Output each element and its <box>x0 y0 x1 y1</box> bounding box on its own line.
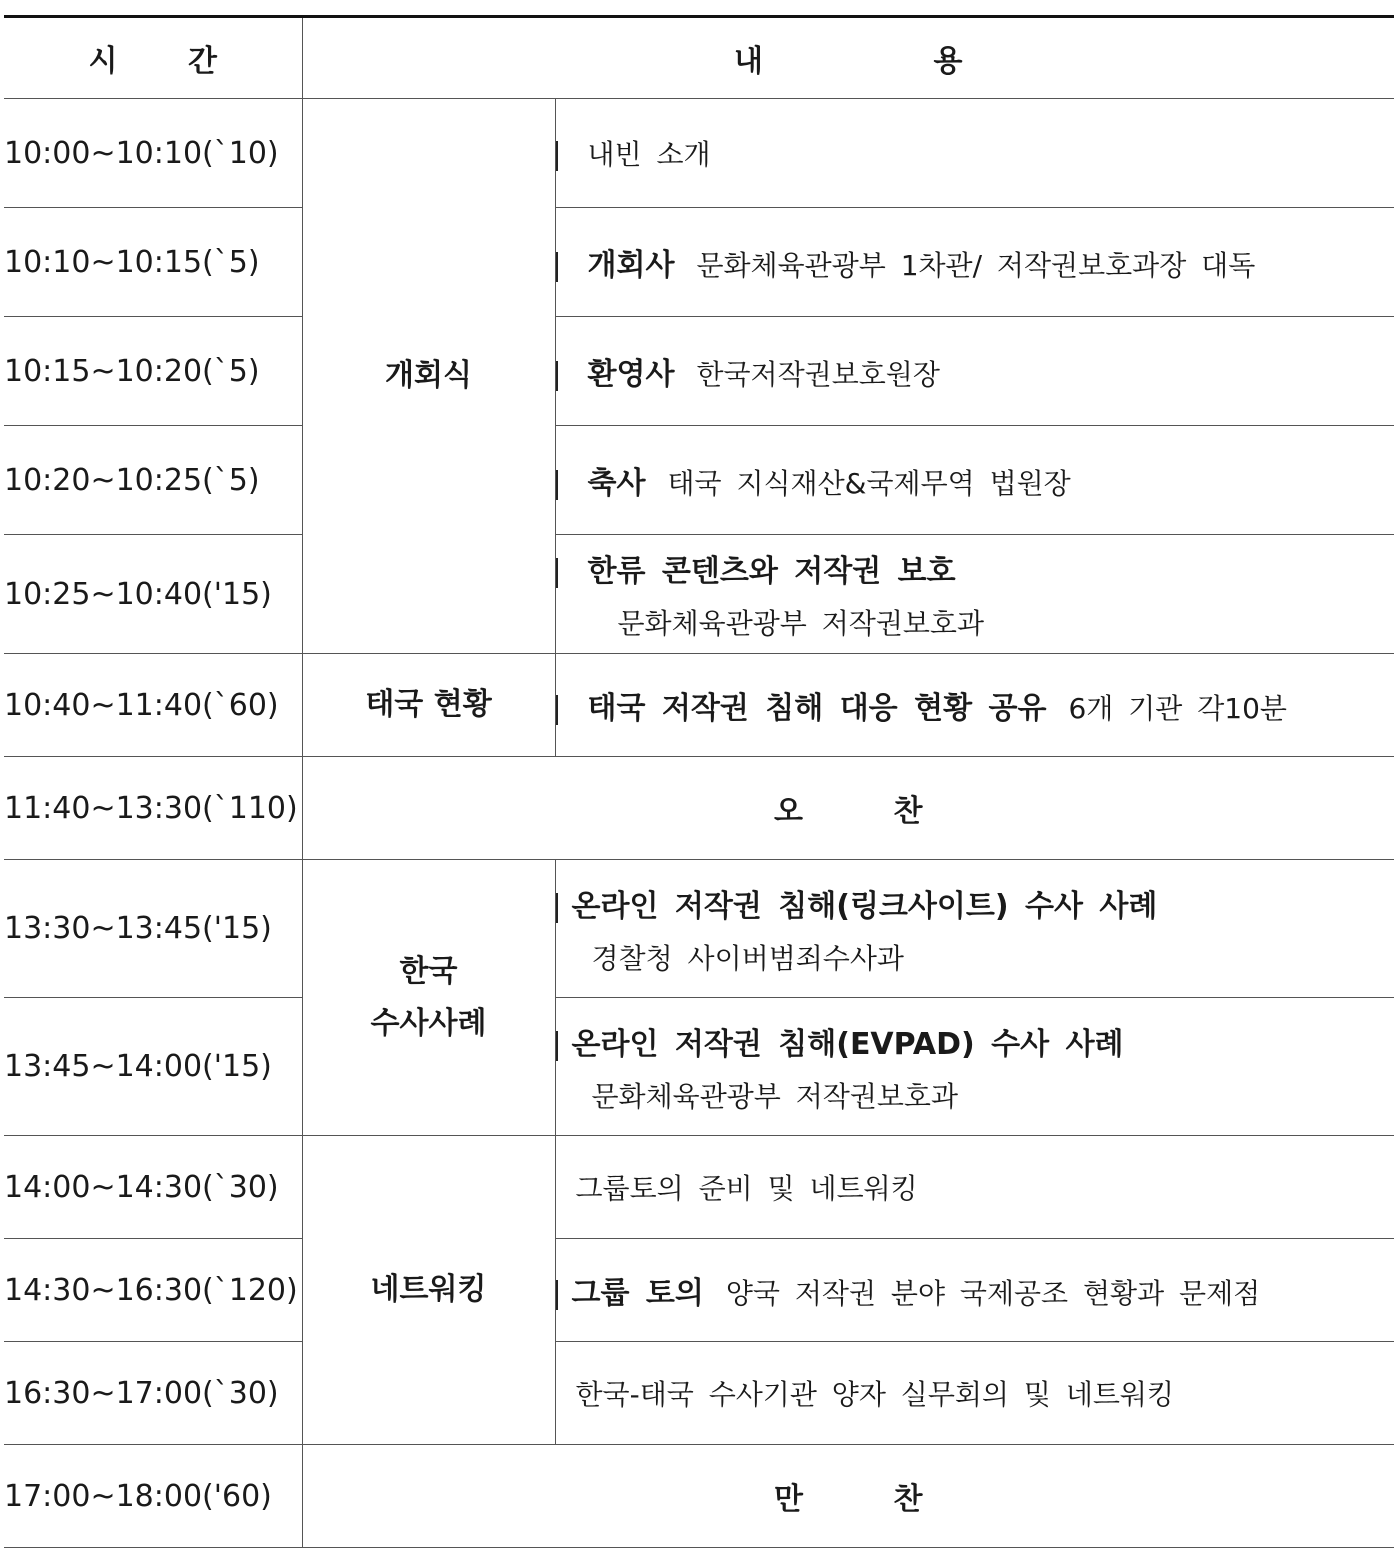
bullet-bar <box>556 1280 558 1310</box>
time-cell: 10:10~10:15(`5) <box>4 208 302 317</box>
header-content: 내 용 <box>302 17 1394 99</box>
content-text: 태국 지식재산&국제무역 법원장 <box>667 467 1071 500</box>
table-row <box>4 99 1394 208</box>
content-cell <box>555 860 1394 998</box>
content-title: 축사 <box>587 466 646 501</box>
time-cell: 10:40~11:40(`60) <box>4 654 302 757</box>
content-subtext: 문화체육관광부 저작권보호과 <box>591 1079 959 1113</box>
content-title: 한류 콘텐츠와 저작권 보호 <box>587 554 956 589</box>
header-time: 시 간 <box>4 17 302 99</box>
table-header-row <box>4 17 1394 99</box>
time-cell: 14:00~14:30(`30) <box>4 1136 302 1239</box>
content-text: 내빈 소개 <box>587 138 711 171</box>
time-cell: 11:40~13:30(`110) <box>4 757 302 860</box>
time-cell: 10:00~10:10(`10) <box>4 99 302 208</box>
bullet-bar <box>556 141 558 171</box>
content-title: 온라인 저작권 침해(EVPAD) 수사 사례 <box>571 1026 1124 1062</box>
time-cell: 13:45~14:00('15) <box>4 998 302 1136</box>
content-title: 태국 저작권 침해 대응 현황 공유 <box>587 691 1047 726</box>
time-cell: 10:20~10:25(`5) <box>4 426 302 535</box>
bullet-bar <box>556 470 558 500</box>
table-row <box>4 426 1394 535</box>
content-title: 온라인 저작권 침해(링크사이트) 수사 사례 <box>571 888 1158 924</box>
time-cell: 13:30~13:45('15) <box>4 860 302 998</box>
bullet-bar <box>556 1031 558 1061</box>
time-cell: 17:00~18:00('60) <box>4 1445 302 1548</box>
content-title: 그룹 토의 <box>571 1276 704 1311</box>
bullet-bar <box>556 558 558 588</box>
section-korea-cases <box>302 860 555 1136</box>
table-row <box>4 654 1394 757</box>
content-subtext: 경찰청 사이버범죄수사과 <box>591 941 904 975</box>
bullet-bar <box>556 252 558 282</box>
time-cell: 16:30~17:00(`30) <box>4 1342 302 1445</box>
table-row <box>4 860 1394 998</box>
content-cell <box>555 1136 1394 1239</box>
content-text: 그룹토의 준비 및 네트워킹 <box>575 1172 918 1205</box>
content-cell <box>555 1239 1394 1342</box>
time-cell: 14:30~16:30(`120) <box>4 1239 302 1342</box>
lunch-cell: 오 찬 <box>302 757 1394 860</box>
content-cell <box>555 426 1394 535</box>
content-cell <box>555 998 1394 1136</box>
table-row <box>4 208 1394 317</box>
table-row <box>4 998 1394 1136</box>
content-text: 문화체육관광부 1차관/ 저작권보호과장 대독 <box>696 249 1256 282</box>
table-row <box>4 1239 1394 1342</box>
table-row <box>4 1445 1394 1548</box>
section-line: 한국 <box>399 953 458 989</box>
table-row <box>4 757 1394 860</box>
content-text: 양국 저작권 분야 국제공조 현황과 문제점 <box>725 1277 1261 1310</box>
content-text: 한국저작권보호원장 <box>696 358 940 391</box>
section-opening: 개회식 <box>302 99 555 654</box>
content-title: 환영사 <box>587 357 675 392</box>
bullet-bar <box>556 361 558 391</box>
content-cell <box>555 99 1394 208</box>
table-row <box>4 317 1394 426</box>
bullet-bar <box>556 893 558 923</box>
content-text: 한국-태국 수사기관 양자 실무회의 및 네트워킹 <box>575 1378 1175 1411</box>
content-cell <box>555 1342 1394 1445</box>
section-line: 수사사례 <box>370 1005 487 1041</box>
content-cell <box>555 317 1394 426</box>
schedule-table <box>4 15 1394 1548</box>
section-thailand: 태국 현황 <box>302 654 555 757</box>
table-row <box>4 535 1394 654</box>
content-cell <box>555 535 1394 654</box>
section-networking: 네트워킹 <box>302 1136 555 1445</box>
content-cell <box>555 654 1394 757</box>
table-row <box>4 1136 1394 1239</box>
table-row <box>4 1342 1394 1445</box>
time-cell: 10:15~10:20(`5) <box>4 317 302 426</box>
content-text: 6개 기관 각10분 <box>1068 692 1287 725</box>
content-cell <box>555 208 1394 317</box>
bullet-bar <box>556 695 558 725</box>
content-subtext: 문화체육관광부 저작권보호과 <box>617 607 985 640</box>
time-cell: 10:25~10:40('15) <box>4 535 302 654</box>
content-title: 개회사 <box>587 248 675 283</box>
dinner-cell: 만 찬 <box>302 1445 1394 1548</box>
